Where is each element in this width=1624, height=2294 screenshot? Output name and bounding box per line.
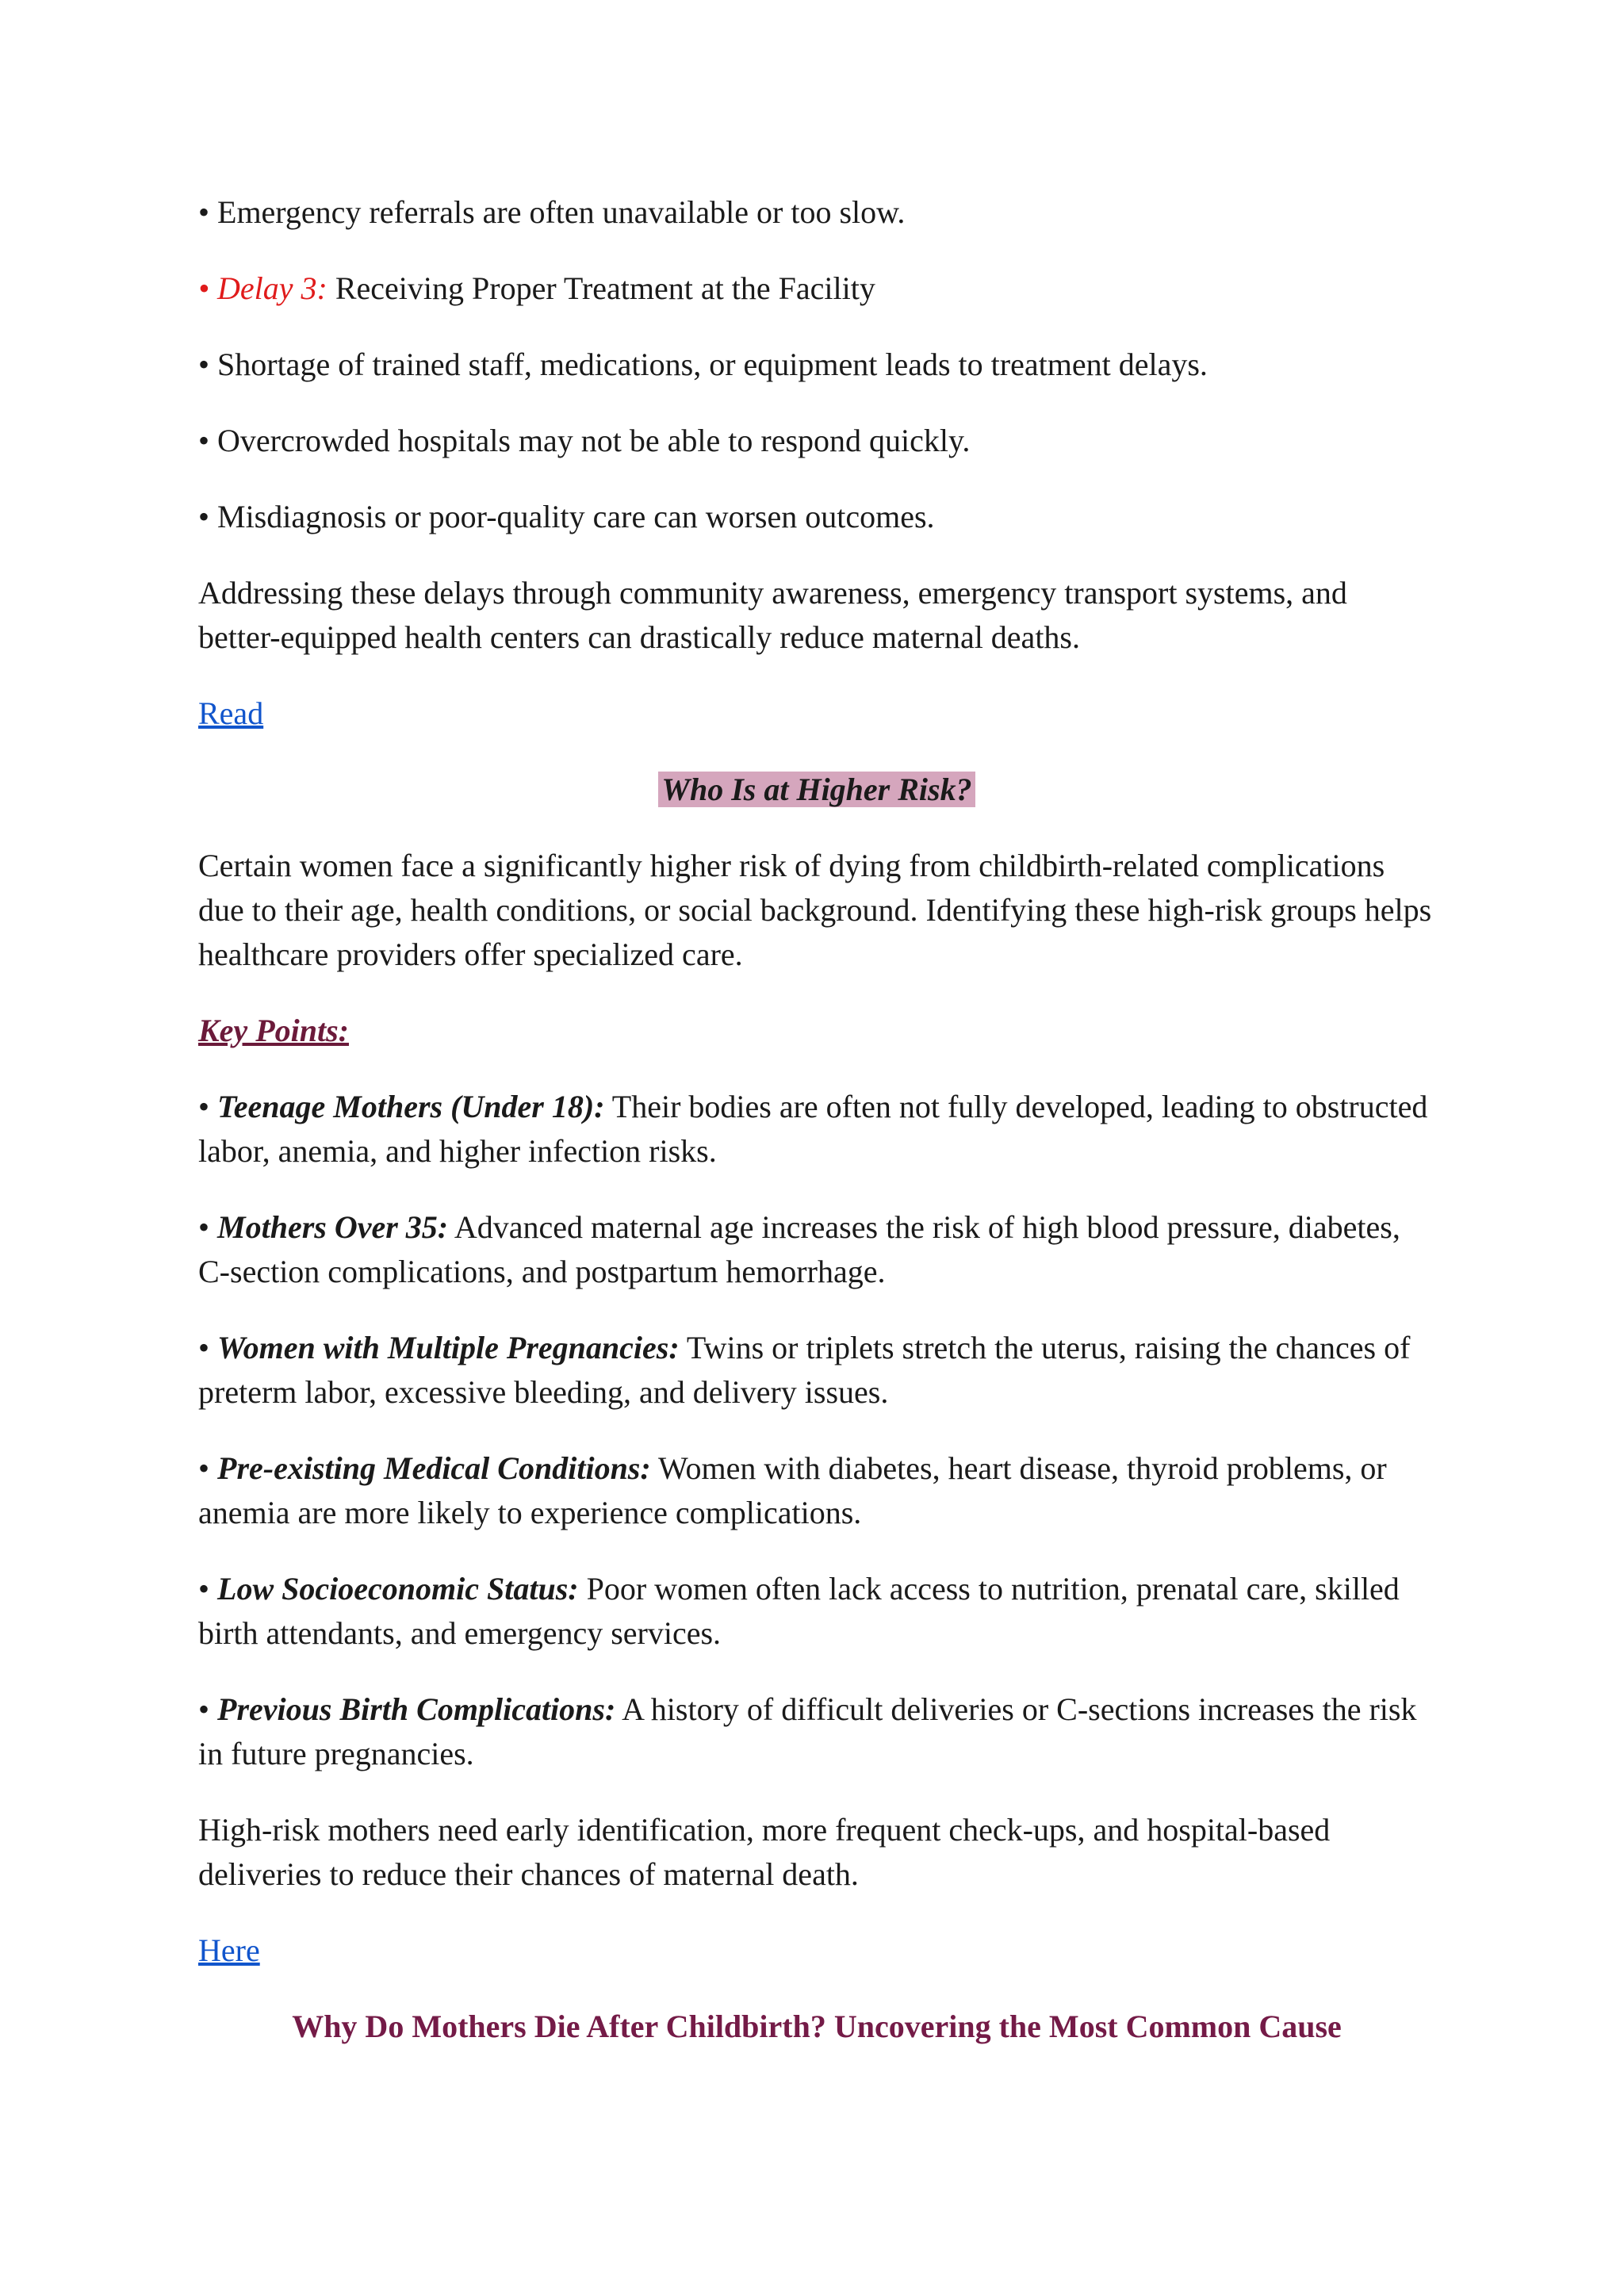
risk-intro: Certain women face a significantly higher risk of dying from childbirth-related complications due to their age, health conditions, or social background. Identifying these high-risk groups helps healthcare providers offer specialized care. bbox=[198, 848, 1432, 972]
risk-point-previous bbox=[198, 1687, 1435, 1776]
risk-point-socioeconomic bbox=[198, 1567, 1435, 1656]
read-link-paragraph bbox=[198, 691, 1435, 736]
here-link-paragraph bbox=[198, 1928, 1435, 1973]
key-points-label: Key Points: bbox=[198, 1013, 349, 1048]
bullet-marker: • bbox=[198, 1450, 218, 1486]
key-points-paragraph bbox=[198, 1009, 1435, 1053]
risk-point-over35 bbox=[198, 1205, 1435, 1294]
risk-text: Advanced maternal age increases the risk of high blood pressure, diabetes, C-section complications, and postpartum hemorrhage. bbox=[198, 1209, 1400, 1289]
risk-term: Previous Birth Complications: bbox=[217, 1691, 616, 1727]
risk-term: Women with Multiple Pregnancies: bbox=[217, 1330, 680, 1365]
bullet-marker: • bbox=[198, 1571, 218, 1607]
risk-heading-paragraph bbox=[198, 768, 1435, 812]
risk-text: A history of difficult deliveries or C-sections increases the risk in future pregnancies. bbox=[198, 1691, 1417, 1771]
document-page bbox=[198, 190, 1435, 2049]
bullet-marker: • bbox=[198, 1691, 218, 1727]
risk-conclusion: High-risk mothers need early identification, more frequent check-ups, and hospital-based deliveries to reduce their chances of maternal death. bbox=[198, 1812, 1331, 1892]
risk-term: Teenage Mothers (Under 18): bbox=[217, 1089, 605, 1124]
delay3-title: Receiving Proper Treatment at the Facility bbox=[327, 270, 875, 306]
here-link[interactable]: Here bbox=[198, 1932, 260, 1968]
risk-heading: Who Is at Higher Risk? bbox=[658, 772, 975, 807]
risk-point-preexisting bbox=[198, 1446, 1435, 1535]
delay3-heading bbox=[198, 266, 1435, 311]
delay2-bullet-referrals: • Emergency referrals are often unavailable or too slow. bbox=[198, 194, 906, 230]
risk-term: Pre-existing Medical Conditions: bbox=[217, 1450, 651, 1486]
risk-term: Mothers Over 35: bbox=[217, 1209, 449, 1245]
bullet-marker: • bbox=[198, 1089, 218, 1124]
delay3-bullet-3: • Misdiagnosis or poor-quality care can worsen outcomes. bbox=[198, 499, 935, 534]
delay3-bullet-2: • Overcrowded hospitals may not be able to respond quickly. bbox=[198, 423, 971, 458]
risk-term: Low Socioeconomic Status: bbox=[217, 1571, 579, 1607]
bullet-marker: • bbox=[198, 1209, 218, 1245]
read-link[interactable]: Read bbox=[198, 695, 264, 731]
delay3-bullet-1: • Shortage of trained staff, medications, or equipment leads to treatment delays. bbox=[198, 347, 1208, 382]
next-section-heading: Why Do Mothers Die After Childbirth? Uncovering the Most Common Cause bbox=[292, 2009, 1342, 2044]
risk-point-teenage bbox=[198, 1085, 1435, 1174]
risk-text: Twins or triplets stretch the uterus, raising the chances of preterm labor, excessive bleeding, and delivery issues. bbox=[198, 1330, 1411, 1410]
risk-text: Women with diabetes, heart disease, thyroid problems, or anemia are more likely to experience complications. bbox=[198, 1450, 1387, 1530]
bullet-marker: • bbox=[198, 1330, 218, 1365]
delays-summary: Addressing these delays through community awareness, emergency transport systems, and better-equipped health centers can drastically reduce maternal deaths. bbox=[198, 575, 1347, 655]
risk-point-multiple bbox=[198, 1326, 1435, 1415]
delay3-label: • Delay 3: bbox=[198, 270, 327, 306]
risk-text: Poor women often lack access to nutrition, prenatal care, skilled birth attendants, and emergency services. bbox=[198, 1571, 1400, 1651]
risk-text: Their bodies are often not fully developed, leading to obstructed labor, anemia, and higher infection risks. bbox=[198, 1089, 1428, 1169]
